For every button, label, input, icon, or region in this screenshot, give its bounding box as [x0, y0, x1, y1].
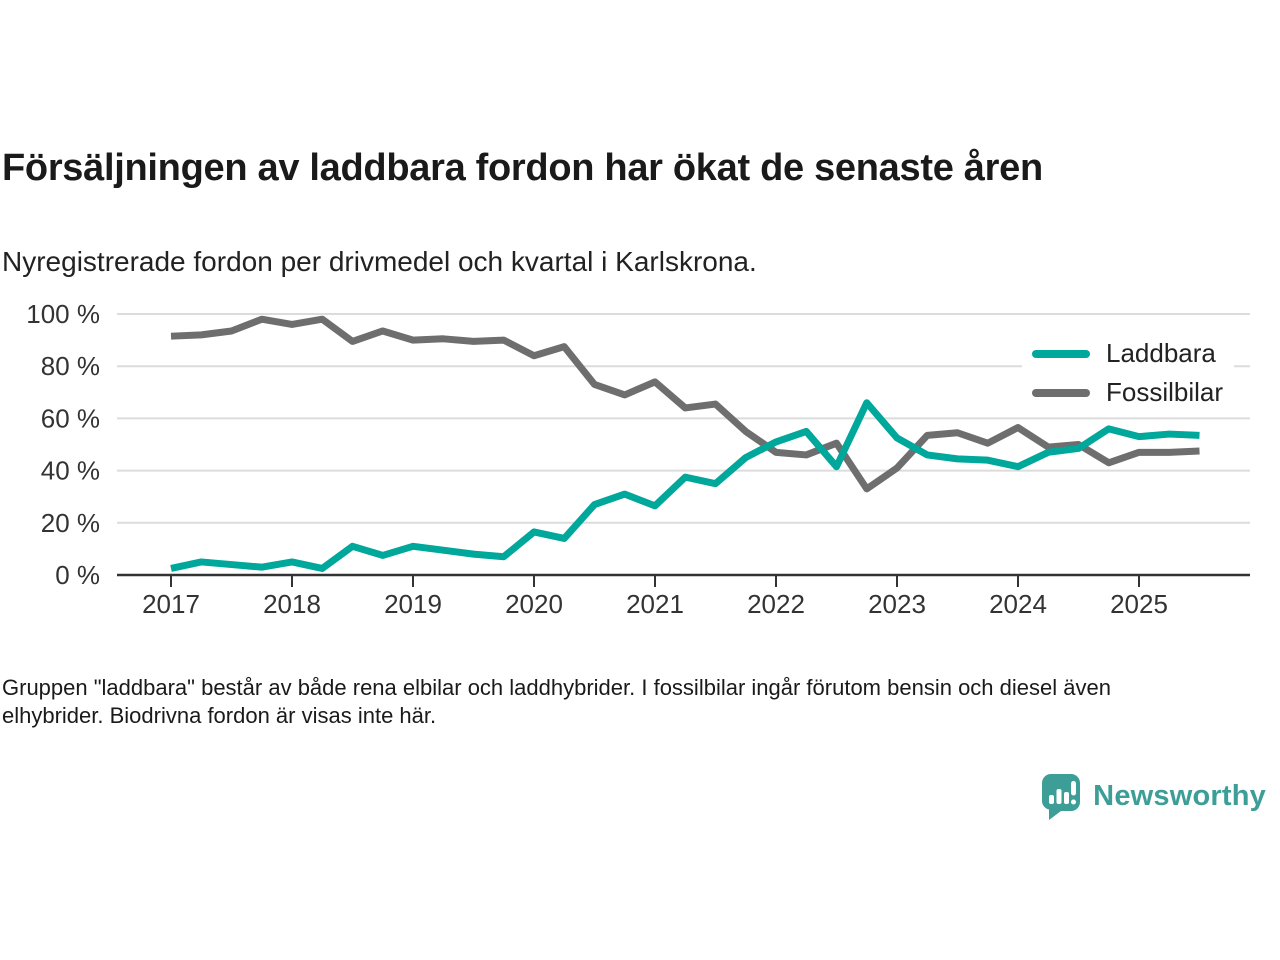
svg-text:0 %: 0 %: [55, 560, 100, 590]
svg-text:2020: 2020: [505, 589, 563, 619]
chart-footnote: [2, 674, 1242, 730]
page-title: Försäljningen av laddbara fordon har ökat de senaste åren: [2, 147, 1043, 189]
svg-text:2017: 2017: [142, 589, 200, 619]
footnote-line-1: Gruppen "laddbara" består av både rena elbilar och laddhybrider. I fossilbilar ingår förutom bensin och diesel även: [2, 675, 1111, 700]
fossilbilar-line-swatch-icon: [1032, 389, 1090, 397]
footnote-line-2: elhybrider. Biodrivna fordon är visas inte här.: [2, 703, 437, 728]
svg-text:60 %: 60 %: [40, 403, 100, 434]
legend-label-laddbara: Laddbara: [1106, 338, 1216, 368]
svg-text:2024: 2024: [989, 589, 1047, 619]
svg-text:2021: 2021: [626, 589, 684, 619]
laddbara-line-swatch-icon: [1032, 350, 1090, 358]
brand-name: Newsworthy: [1093, 779, 1266, 812]
svg-text:20 %: 20 %: [40, 507, 100, 538]
brand-logo: [1041, 772, 1266, 820]
newsworthy-speech-bubble-bar-chart-icon: [1041, 773, 1081, 820]
legend-item-laddbara: [1022, 334, 1234, 373]
legend-label-fossilbilar: Fossilbilar: [1106, 377, 1224, 407]
svg-text:100 %: 100 %: [26, 299, 100, 329]
legend-item-fossilbilar: [1022, 373, 1234, 412]
svg-text:2022: 2022: [747, 589, 805, 619]
svg-text:2023: 2023: [868, 589, 926, 619]
svg-text:2019: 2019: [384, 589, 442, 619]
chart-legend: [1022, 334, 1234, 412]
svg-text:2025: 2025: [1110, 589, 1168, 619]
svg-text:2018: 2018: [263, 589, 321, 619]
svg-text:80 %: 80 %: [40, 351, 100, 382]
svg-text:40 %: 40 %: [40, 455, 100, 486]
page-subtitle: Nyregistrerade fordon per drivmedel och kvartal i Karlskrona.: [2, 246, 757, 277]
